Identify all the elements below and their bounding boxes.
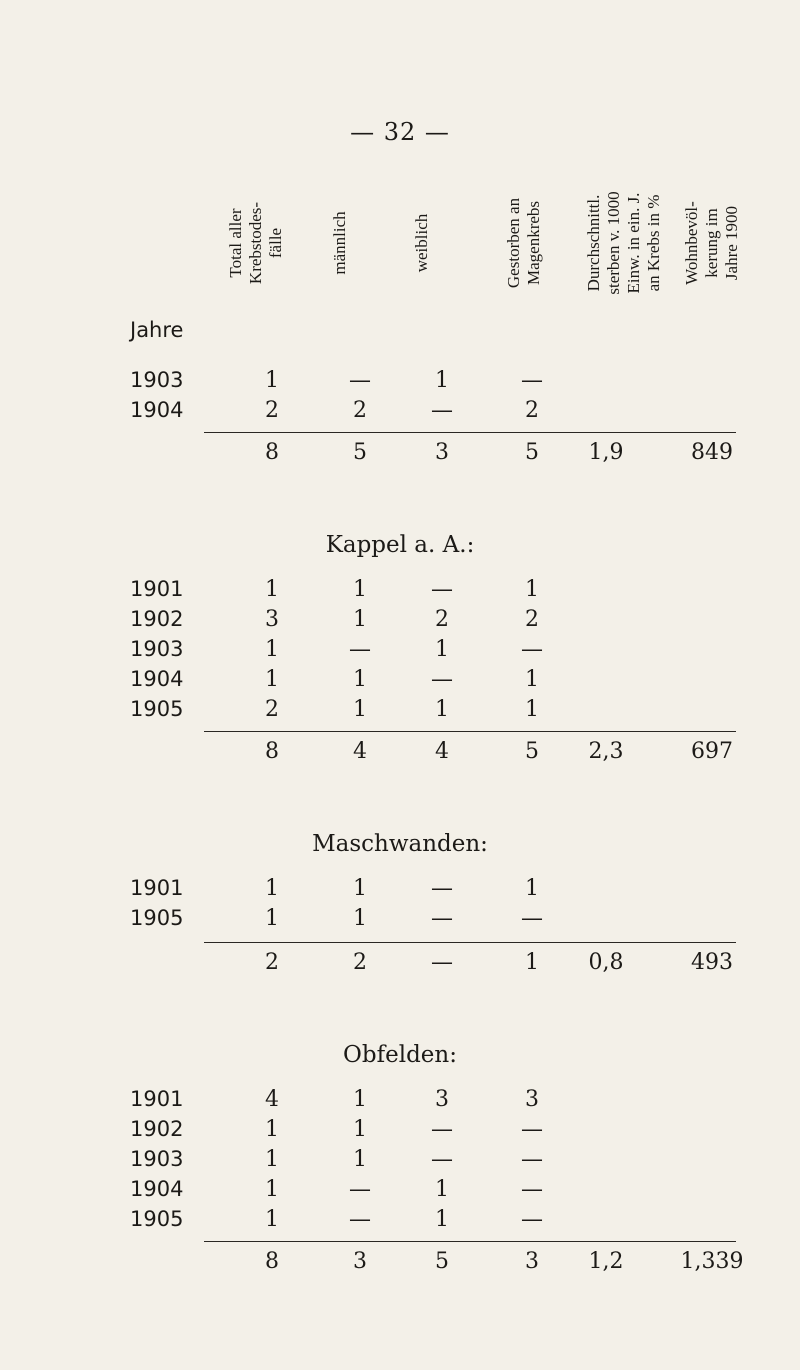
total-divider bbox=[204, 942, 736, 943]
table-cell: 3 bbox=[435, 1087, 449, 1112]
header-average-rate: Durchschnittl. sterben v. 1000 Einw. in ein. J. an Krebs in % bbox=[584, 191, 663, 295]
page-number: — 32 — bbox=[350, 118, 450, 146]
table-cell: 1 bbox=[435, 1177, 449, 1202]
table-row bbox=[0, 1087, 800, 1117]
total-cell: 3 bbox=[525, 1249, 539, 1274]
total-cell: 849 bbox=[691, 440, 733, 465]
table-cell: 1 bbox=[353, 906, 367, 931]
year-cell: 1904 bbox=[130, 667, 184, 691]
table-cell: — bbox=[431, 1147, 453, 1172]
year-cell: 1905 bbox=[130, 697, 184, 721]
total-cell: 5 bbox=[525, 440, 539, 465]
total-cell: 3 bbox=[435, 440, 449, 465]
section-title: Obfelden: bbox=[343, 1042, 457, 1068]
table-row bbox=[0, 637, 800, 667]
total-cell: 2,3 bbox=[588, 739, 624, 764]
header-population: Wohnbevöl- kerung im Jahre 1900 bbox=[682, 201, 741, 285]
total-cell: 5 bbox=[353, 440, 367, 465]
total-cell: 697 bbox=[691, 739, 733, 764]
table-cell: 2 bbox=[525, 398, 539, 423]
table-cell: — bbox=[521, 368, 543, 393]
table-cell: 1 bbox=[265, 577, 279, 602]
year-cell: 1901 bbox=[130, 1087, 184, 1111]
table-cell: — bbox=[431, 398, 453, 423]
section-title: Kappel a. A.: bbox=[325, 532, 475, 558]
totals-row bbox=[0, 1249, 800, 1279]
table-cell: — bbox=[349, 1207, 371, 1232]
table-cell: 3 bbox=[265, 607, 279, 632]
total-divider bbox=[204, 731, 736, 732]
table-row bbox=[0, 697, 800, 727]
total-cell: 5 bbox=[525, 739, 539, 764]
table-row bbox=[0, 398, 800, 428]
table-row bbox=[0, 607, 800, 637]
table-cell: 4 bbox=[265, 1087, 279, 1112]
table-cell: 1 bbox=[265, 876, 279, 901]
table-cell: — bbox=[349, 637, 371, 662]
year-cell: 1904 bbox=[130, 398, 184, 422]
table-cell: 1 bbox=[353, 876, 367, 901]
table-cell: 1 bbox=[353, 1087, 367, 1112]
total-cell: 8 bbox=[265, 440, 279, 465]
table-cell: 1 bbox=[353, 577, 367, 602]
total-cell: 8 bbox=[265, 1249, 279, 1274]
table-cell: 1 bbox=[525, 697, 539, 722]
table-cell: 1 bbox=[265, 1117, 279, 1142]
total-cell: 8 bbox=[265, 739, 279, 764]
header-stomach-cancer: Gestorben an Magenkrebs bbox=[504, 197, 543, 289]
table-cell: — bbox=[431, 667, 453, 692]
total-cell: 4 bbox=[435, 739, 449, 764]
total-divider bbox=[204, 432, 736, 433]
year-cell: 1901 bbox=[130, 577, 184, 601]
table-cell: 1 bbox=[435, 368, 449, 393]
year-cell: 1902 bbox=[130, 1117, 184, 1141]
table-cell: — bbox=[521, 1177, 543, 1202]
table-cell: 1 bbox=[353, 697, 367, 722]
table-cell: — bbox=[431, 577, 453, 602]
total-cell: — bbox=[431, 950, 453, 975]
table-cell: 1 bbox=[525, 667, 539, 692]
table-row bbox=[0, 1177, 800, 1207]
table-row bbox=[0, 1147, 800, 1177]
table-cell: — bbox=[349, 368, 371, 393]
table-cell: 2 bbox=[525, 607, 539, 632]
table-cell: 1 bbox=[435, 1207, 449, 1232]
total-cell: 4 bbox=[353, 739, 367, 764]
table-cell: 2 bbox=[353, 398, 367, 423]
total-cell: 1 bbox=[525, 950, 539, 975]
table-cell: 1 bbox=[265, 637, 279, 662]
table-cell: — bbox=[521, 906, 543, 931]
table-cell: 1 bbox=[353, 1147, 367, 1172]
total-cell: 1,9 bbox=[588, 440, 624, 465]
table-cell: 1 bbox=[353, 667, 367, 692]
header-total-cases: Total aller Krebstodes- fälle bbox=[226, 201, 285, 285]
table-cell: — bbox=[431, 876, 453, 901]
table-row bbox=[0, 876, 800, 906]
total-cell: 2 bbox=[265, 950, 279, 975]
year-cell: 1903 bbox=[130, 1147, 184, 1171]
table-cell: 2 bbox=[265, 697, 279, 722]
table-row bbox=[0, 667, 800, 697]
header-female: weiblich bbox=[412, 213, 431, 273]
table-cell: 1 bbox=[265, 667, 279, 692]
table-cell: — bbox=[431, 906, 453, 931]
table-cell: — bbox=[521, 1117, 543, 1142]
table-cell: — bbox=[521, 1147, 543, 1172]
total-cell: 1,339 bbox=[680, 1249, 744, 1274]
year-cell: 1905 bbox=[130, 906, 184, 930]
table-row bbox=[0, 577, 800, 607]
totals-row bbox=[0, 440, 800, 470]
year-cell: 1901 bbox=[130, 876, 184, 900]
table-row bbox=[0, 368, 800, 398]
header-male: männlich bbox=[330, 211, 349, 275]
table-cell: 1 bbox=[265, 1147, 279, 1172]
table-cell: — bbox=[521, 637, 543, 662]
year-cell: 1904 bbox=[130, 1177, 184, 1201]
section-title: Maschwanden: bbox=[312, 831, 488, 857]
table-cell: 2 bbox=[435, 607, 449, 632]
total-cell: 2 bbox=[353, 950, 367, 975]
table-cell: 1 bbox=[265, 368, 279, 393]
total-cell: 493 bbox=[691, 950, 733, 975]
table-row bbox=[0, 906, 800, 936]
table-row bbox=[0, 1117, 800, 1147]
table-cell: 3 bbox=[525, 1087, 539, 1112]
table-cell: 2 bbox=[265, 398, 279, 423]
totals-row bbox=[0, 739, 800, 769]
table-cell: 1 bbox=[353, 1117, 367, 1142]
year-cell: 1903 bbox=[130, 637, 184, 661]
year-cell: 1902 bbox=[130, 607, 184, 631]
table-cell: — bbox=[349, 1177, 371, 1202]
table-cell: 1 bbox=[353, 607, 367, 632]
table-cell: — bbox=[431, 1117, 453, 1142]
table-cell: 1 bbox=[525, 577, 539, 602]
table-cell: 1 bbox=[265, 1207, 279, 1232]
total-cell: 5 bbox=[435, 1249, 449, 1274]
table-cell: 1 bbox=[265, 906, 279, 931]
year-cell: 1905 bbox=[130, 1207, 184, 1231]
table-cell: 1 bbox=[525, 876, 539, 901]
total-cell: 3 bbox=[353, 1249, 367, 1274]
year-cell: 1903 bbox=[130, 368, 184, 392]
year-column-label: Jahre bbox=[130, 318, 184, 342]
table-cell: 1 bbox=[435, 697, 449, 722]
total-divider bbox=[204, 1241, 736, 1242]
table-cell: 1 bbox=[265, 1177, 279, 1202]
table-cell: — bbox=[521, 1207, 543, 1232]
total-cell: 0,8 bbox=[588, 950, 624, 975]
table-row bbox=[0, 1207, 800, 1237]
totals-row bbox=[0, 950, 800, 980]
total-cell: 1,2 bbox=[588, 1249, 624, 1274]
table-cell: 1 bbox=[435, 637, 449, 662]
